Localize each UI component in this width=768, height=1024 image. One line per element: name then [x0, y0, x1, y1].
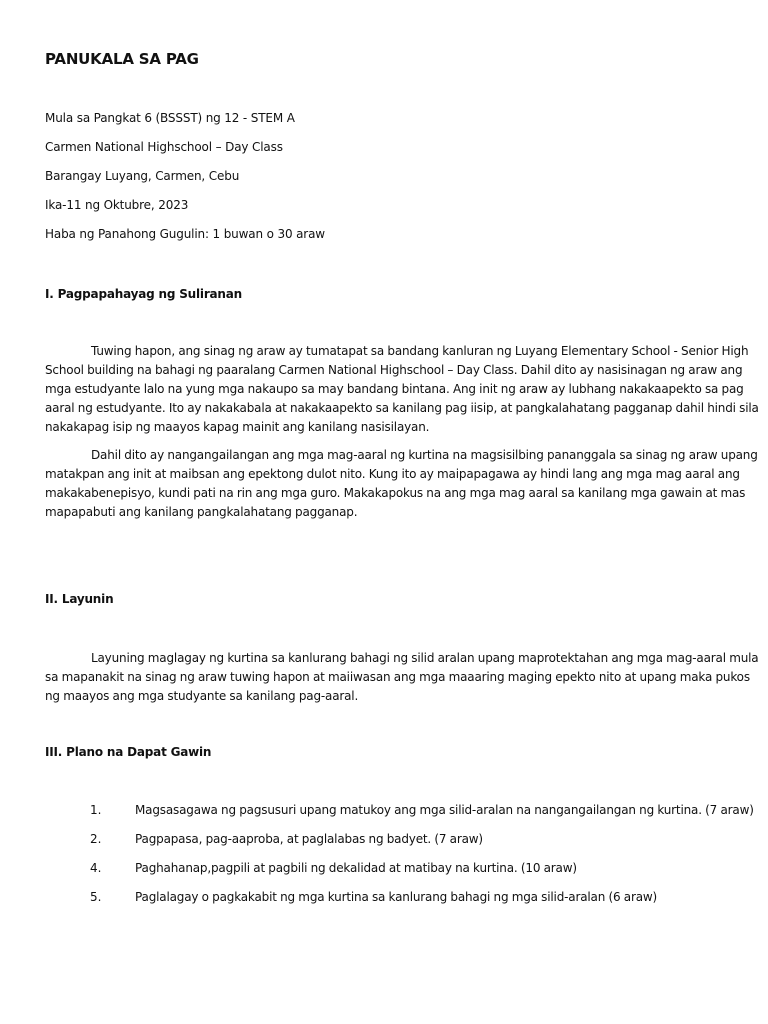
list-item-number: 2. — [90, 832, 102, 846]
paragraph-line: mapapabuti ang kanilang pangkalahatang pagganap. — [45, 505, 358, 519]
paragraph-line: aaral ng estudyante. Ito ay nakakabala at nakakaapekto sa kanilang pag iisip, at pangkalahatang pagganap dahil hindi sila — [45, 401, 759, 415]
list-item-number: 5. — [90, 890, 102, 904]
paragraph-line: mga estudyante lalo na yung mga nakaupo sa may bandang bintana. Ang init ng araw ay lubhang nakakaapekto sa pag — [45, 382, 744, 396]
meta-duration: Haba ng Panahong Gugulin: 1 buwan o 30 araw — [45, 227, 325, 241]
paragraph-suliranan-2 — [45, 446, 758, 522]
paragraph-layunin — [45, 649, 759, 706]
section-heading-layunin: II. Layunin — [45, 592, 114, 606]
list-item-text: Magsasagawa ng pagsusuri upang matukoy ang mga silid-aralan na nangangailangan ng kurtina. (7 araw) — [135, 803, 754, 817]
meta-group: Mula sa Pangkat 6 (BSSST) ng 12 - STEM A — [45, 111, 295, 125]
paragraph-line: ng maayos ang mga studyante sa kanilang pag-aaral. — [45, 689, 359, 703]
paragraph-line: sa mapanakit na sinag ng araw tuwing hapon at maiiwasan ang mga maaaring maging epekto nito at upang maka pukos — [45, 670, 750, 684]
section-heading-plano: III. Plano na Dapat Gawin — [45, 745, 212, 759]
paragraph-line: matakpan ang init at maibsan ang epektong dulot nito. Kung ito ay maipapagawa ay hindi lang ang mga mag aaral ang — [45, 467, 740, 481]
list-item-text: Paglalagay o pagkakabit ng mga kurtina sa kanlurang bahagi ng mga silid-aralan (6 araw) — [135, 890, 658, 904]
list-item-number: 1. — [90, 803, 102, 817]
section-heading-suliranan: I. Pagpapahayag ng Suliranan — [45, 287, 243, 301]
meta-school: Carmen National Highschool – Day Class — [45, 140, 283, 154]
list-item-number: 4. — [90, 861, 102, 875]
paragraph-line: nakakapag isip ng maayos kapag mainit ang kanilang nasisilayan. — [45, 420, 430, 434]
paragraph-line: Tuwing hapon, ang sinag ng araw ay tumatapat sa bandang kanluran ng Luyang Elementary School - Senior High — [91, 344, 749, 358]
list-item-text: Pagpapasa, pag-aaproba, at paglalabas ng badyet. (7 araw) — [135, 832, 483, 846]
paragraph-suliranan-1 — [45, 342, 759, 437]
paragraph-line: Layuning maglagay ng kurtina sa kanlurang bahagi ng silid aralan upang maprotektahan ang mga mag-aaral mula — [91, 651, 759, 665]
paragraph-line: makakabenepisyo, kundi pati na rin ang mga guro. Makakapokus na ang mga mag aaral sa kanilang mga gawain at mas — [45, 486, 746, 500]
paragraph-line: School building na bahagi ng paaralang Carmen National Highschool – Day Class. Dahil dito ay nasisinagan ng araw ang — [45, 363, 743, 377]
paragraph-line: Dahil dito ay nangangailangan ang mga mag-aaral ng kurtina na magsisilbing pananggala sa sinag ng araw upang — [91, 448, 758, 462]
list-item-text: Paghahanap,pagpili at pagbili ng dekalidad at matibay na kurtina. (10 araw) — [135, 861, 577, 875]
meta-address: Barangay Luyang, Carmen, Cebu — [45, 169, 240, 183]
meta-date: Ika-11 ng Oktubre, 2023 — [45, 198, 189, 212]
document-title: PANUKALA SA PAG — [45, 50, 199, 68]
